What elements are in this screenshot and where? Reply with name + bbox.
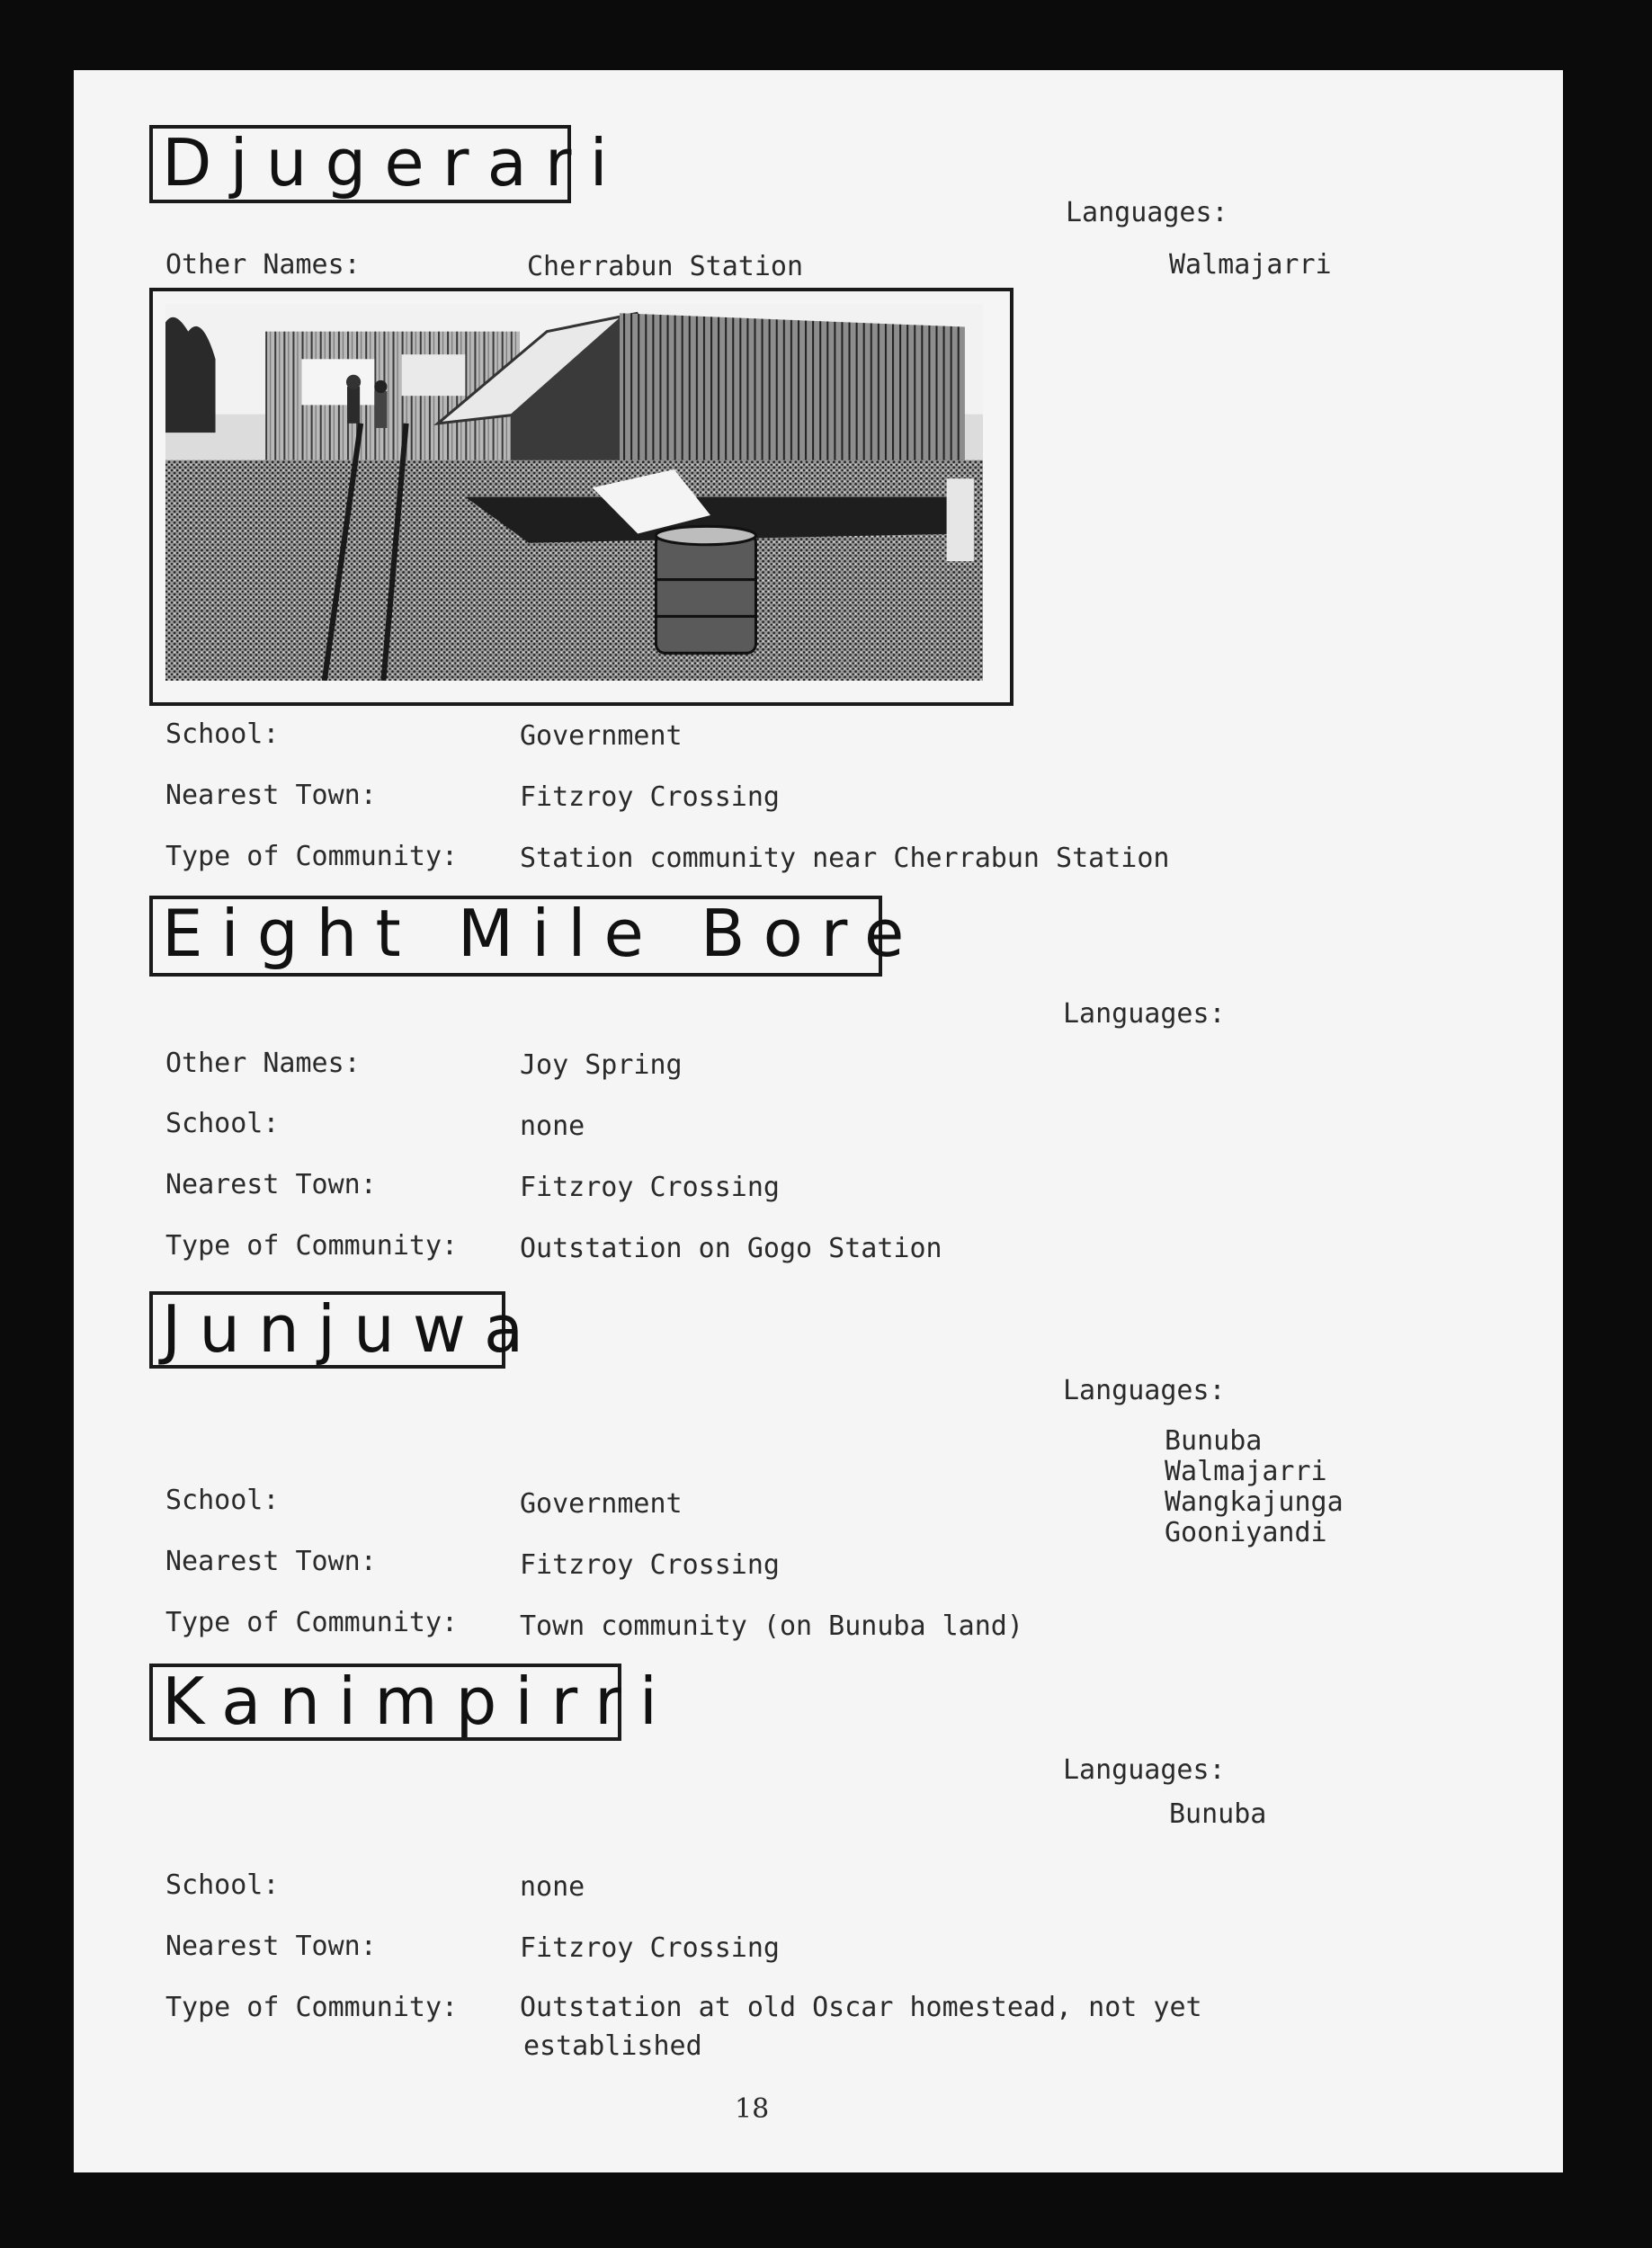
page-number: 18: [735, 2093, 770, 2125]
nearest-town-value: Fitzroy Crossing: [520, 1549, 780, 1581]
community-type-value: Outstation at old Oscar homestead, not yet: [520, 1992, 1202, 2023]
community-type-label: Type of Community:: [165, 1607, 459, 1638]
community-type-value: Station community near Cherrabun Station: [520, 843, 1170, 874]
languages-label: Languages:: [1066, 197, 1228, 228]
nearest-town-label: Nearest Town:: [165, 1546, 377, 1577]
language-item: Walmajarri: [1165, 1456, 1327, 1487]
community-type-label: Type of Community:: [165, 1230, 459, 1262]
school-label: School:: [165, 1108, 280, 1139]
school-value: none: [520, 1111, 585, 1142]
school-label: School:: [165, 1485, 280, 1516]
community-title-kanimpirri: Kanimpirri: [149, 1664, 621, 1741]
community-type-value-continued: established: [523, 2030, 702, 2062]
languages-label: Languages:: [1063, 1375, 1226, 1406]
languages-label: Languages:: [1063, 998, 1226, 1030]
nearest-town-value: Fitzroy Crossing: [520, 1172, 780, 1203]
community-title-djugerari: Djugerari: [149, 125, 571, 203]
nearest-town-label: Nearest Town:: [165, 1931, 377, 1962]
language-item: Bunuba: [1165, 1425, 1263, 1457]
document-page: [74, 70, 1563, 2172]
community-title-eight-mile-bore: Eight Mile Bore: [149, 896, 882, 977]
school-value: none: [520, 1871, 585, 1903]
languages-label: Languages:: [1063, 1754, 1226, 1786]
other-names-label: Other Names:: [165, 249, 361, 281]
language-item: Gooniyandi: [1165, 1517, 1327, 1548]
school-value: Government: [520, 720, 683, 752]
school-value: Government: [520, 1488, 683, 1520]
nearest-town-value: Fitzroy Crossing: [520, 781, 780, 813]
language-item: Walmajarri: [1169, 249, 1332, 281]
language-item: Bunuba: [1169, 1798, 1267, 1830]
community-photo-frame: [149, 288, 1014, 706]
school-label: School:: [165, 1869, 280, 1901]
school-label: School:: [165, 718, 280, 750]
community-type-label: Type of Community:: [165, 1992, 459, 2023]
community-type-label: Type of Community:: [165, 841, 459, 872]
community-type-value: Outstation on Gogo Station: [520, 1233, 942, 1264]
other-names-value: Joy Spring: [520, 1049, 683, 1081]
community-photo: [165, 304, 983, 681]
nearest-town-label: Nearest Town:: [165, 1169, 377, 1200]
community-type-value: Town community (on Bunuba land): [520, 1610, 1023, 1642]
community-title-junjuwa: Junjuwa: [149, 1291, 505, 1369]
other-names-value: Cherrabun Station: [527, 251, 804, 282]
other-names-label: Other Names:: [165, 1048, 361, 1079]
language-item: Wangkajunga: [1165, 1486, 1344, 1518]
nearest-town-label: Nearest Town:: [165, 780, 377, 811]
nearest-town-value: Fitzroy Crossing: [520, 1932, 780, 1964]
